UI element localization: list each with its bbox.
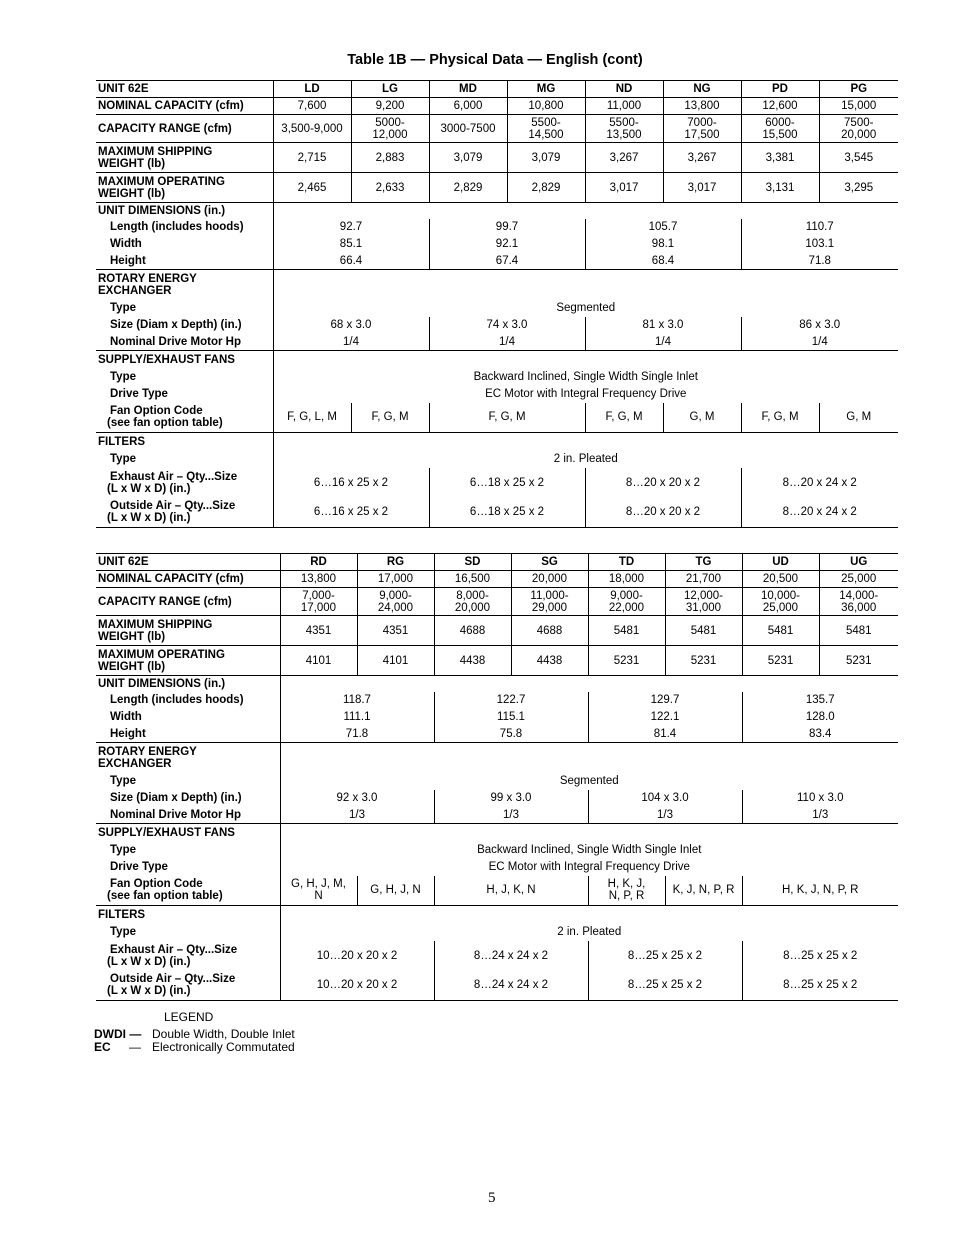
cell-value: 3,545 [819, 143, 898, 173]
cell-value: 5500- 13,500 [585, 115, 663, 143]
group-value: 6…18 x 25 x 2 [429, 468, 585, 498]
group-value: 8…25 x 25 x 2 [588, 941, 742, 971]
cell-value: 17,000 [357, 571, 434, 588]
drive-type-row [96, 386, 898, 403]
row-label: Size (Diam x Depth) (in.) [96, 317, 273, 334]
group-value: 68.4 [585, 253, 741, 270]
row-label: MAXIMUM OPERATING WEIGHT (lb) [96, 173, 273, 203]
cell-value: 4351 [357, 616, 434, 646]
fan-type-row [96, 842, 898, 859]
group-value: 92 x 3.0 [336, 792, 378, 804]
cell-value: 4688 [434, 616, 511, 646]
nominal-capacity-row [96, 98, 898, 115]
width-row [96, 236, 898, 253]
cell-value: 4101 [280, 646, 357, 676]
cell-value: 8,000- 20,000 [434, 588, 511, 616]
group-value: 67.4 [429, 253, 585, 270]
unit-code: PG [819, 81, 898, 98]
cell-value: 25,000 [819, 571, 898, 588]
cell-value: 12,600 [741, 98, 819, 115]
row-label: Outside Air – Qty...Size (L x W x D) (in.) [96, 971, 280, 1001]
filter-type-row [96, 924, 898, 941]
cell-value: 5481 [665, 616, 742, 646]
drive-type-row [96, 859, 898, 876]
cell-value: 6,000 [429, 98, 507, 115]
cell-value: 6000- 15,500 [741, 115, 819, 143]
fan-option-value: F, G, M [585, 403, 663, 433]
unit-code: LG [351, 81, 429, 98]
fan-option-row [96, 876, 898, 906]
group-value: 6…16 x 25 x 2 [273, 498, 429, 528]
cell-value: 7,600 [273, 98, 351, 115]
fans-header [96, 351, 898, 369]
blank-cell [273, 433, 898, 451]
group-value: 74 x 3.0 [429, 317, 585, 334]
blank-cell [280, 824, 898, 842]
width-row [96, 709, 898, 726]
cell-value: 13,800 [663, 98, 741, 115]
group-value: 1/4 [429, 334, 585, 351]
cell-value: 4101 [357, 646, 434, 676]
length-row [96, 219, 898, 236]
row-label: Exhaust Air – Qty...Size (L x W x D) (in.) [96, 468, 273, 498]
row-label: Height [96, 726, 280, 743]
unit-header-row [96, 81, 898, 98]
group-value: 128.0 [742, 709, 898, 726]
fan-option-value: H, K, J, N, P, R [742, 876, 898, 906]
row-label: Width [96, 709, 280, 726]
cell-value: 21,700 [665, 571, 742, 588]
cell-value: 4438 [511, 646, 588, 676]
fan-option-value: G, M [663, 403, 741, 433]
cell-value: 7,000- 17,000 [280, 588, 357, 616]
unit-header-label: UNIT 62E [96, 81, 273, 98]
cell-value: 3,381 [741, 143, 819, 173]
group-value: 10…20 x 20 x 2 [280, 971, 434, 1001]
fan-option-value: F, G, L, M [273, 403, 351, 433]
height-row [96, 253, 898, 270]
span-value: 2 in. Pleated [553, 453, 618, 465]
unit-code: UG [819, 554, 898, 571]
legend-abbr: DWDI — [94, 1027, 142, 1041]
group-value: 92.1 [429, 236, 585, 253]
section-label: FILTERS [96, 433, 273, 451]
physical-data-table [96, 80, 898, 528]
cell-value: 3,017 [585, 173, 663, 203]
group-value: 66.4 [273, 253, 429, 270]
blank-cell [280, 906, 898, 924]
unit-header-row [96, 554, 898, 571]
cell-value: 3,500-9,000 [273, 115, 351, 143]
cell-value: 12,000- 31,000 [665, 588, 742, 616]
group-value: 115.1 [434, 709, 588, 726]
group-value: 99.7 [429, 219, 585, 236]
row-label: Fan Option Code (see fan option table) [96, 403, 273, 433]
group-value: 92.7 [339, 221, 363, 233]
cell-value: 11,000 [585, 98, 663, 115]
fan-option-value: F, G, M [351, 403, 429, 433]
cell-value: 3,079 [507, 143, 585, 173]
unit-code: UD [742, 554, 819, 571]
row-label: Outside Air – Qty...Size (L x W x D) (in.) [96, 498, 273, 528]
group-value: 104 x 3.0 [588, 790, 742, 807]
group-value: 10…20 x 20 x 2 [316, 949, 398, 962]
rotary-motor-row [96, 334, 898, 351]
cell-value: 15,000 [819, 98, 898, 115]
cell-value: 5231 [742, 646, 819, 676]
cell-value: 5481 [588, 616, 665, 646]
section-label: ROTARY ENERGY EXCHANGER [96, 270, 273, 300]
cell-value: 5231 [588, 646, 665, 676]
group-value: 1/3 [588, 807, 742, 824]
unit-code: LD [273, 81, 351, 98]
unit-dimensions-header [96, 203, 898, 219]
capacity-range-row [96, 115, 898, 143]
group-value: 118.7 [343, 694, 371, 706]
section-label: FILTERS [96, 906, 280, 924]
physical-data-table [96, 553, 898, 1001]
span-value: Segmented [556, 302, 616, 314]
row-label: Type [96, 842, 280, 859]
group-value: 71.8 [741, 253, 898, 270]
row-label: MAXIMUM OPERATING WEIGHT (lb) [96, 646, 280, 676]
cell-value: 3,017 [663, 173, 741, 203]
unit-code: MG [507, 81, 585, 98]
group-value: 6…18 x 25 x 2 [429, 498, 585, 528]
span-value: Backward Inclined, Single Width Single Inlet [477, 844, 702, 856]
blank-cell [280, 676, 898, 692]
outside-filter-row [96, 498, 898, 528]
row-label: MAXIMUM SHIPPING WEIGHT (lb) [96, 143, 273, 173]
blank-cell [273, 203, 898, 219]
cell-value: 5481 [819, 616, 898, 646]
group-value: 135.7 [742, 692, 898, 709]
row-label: MAXIMUM SHIPPING WEIGHT (lb) [96, 616, 280, 646]
group-value: 1/4 [585, 334, 741, 351]
capacity-range-row [96, 588, 898, 616]
legend-desc: Electronically Commutated [152, 1040, 295, 1054]
section-label: UNIT DIMENSIONS (in.) [96, 203, 273, 219]
row-label: Length (includes hoods) [96, 692, 280, 709]
rotary-size-row [96, 790, 898, 807]
cell-value: 20,000 [511, 571, 588, 588]
row-label: CAPACITY RANGE (cfm) [96, 588, 280, 616]
rotary-motor-row [96, 807, 898, 824]
group-value: 83.4 [742, 726, 898, 743]
exhaust-filter-row [96, 468, 898, 498]
group-value: 8…20 x 24 x 2 [741, 498, 898, 528]
group-value: 8…20 x 24 x 2 [741, 468, 898, 498]
cell-value: 20,500 [742, 571, 819, 588]
outside-filter-row [96, 971, 898, 1001]
cell-value: 16,500 [434, 571, 511, 588]
legend-desc: Double Width, Double Inlet [152, 1027, 295, 1041]
group-value: 1/4 [273, 334, 429, 351]
fan-option-value: H, J, K, N [434, 876, 588, 906]
max-shipping-weight-row [96, 143, 898, 173]
row-label: CAPACITY RANGE (cfm) [96, 115, 273, 143]
group-value: 122.1 [588, 709, 742, 726]
unit-code: TD [588, 554, 665, 571]
cell-value: 7000- 17,500 [663, 115, 741, 143]
group-value: 85.1 [339, 238, 363, 250]
unit-code: TG [665, 554, 742, 571]
row-label: Type [96, 924, 280, 941]
unit-code: RG [357, 554, 434, 571]
blank-cell [273, 270, 898, 300]
group-value: 1/3 [280, 807, 434, 824]
unit-code: PD [741, 81, 819, 98]
unit-code: NG [663, 81, 741, 98]
span-value: Backward Inclined, Single Width Single Inlet [473, 371, 698, 383]
group-value: 110 x 3.0 [742, 790, 898, 807]
legend-title: LEGEND [164, 1010, 214, 1024]
cell-value: 3,079 [429, 143, 507, 173]
group-value: 8…24 x 24 x 2 [434, 941, 588, 971]
fan-option-value: H, K, J, N, P, R [588, 876, 665, 906]
group-value: 1/3 [742, 807, 898, 824]
group-value: 81.4 [588, 726, 742, 743]
span-value: EC Motor with Integral Frequency Drive [488, 861, 690, 873]
rotary-size-row [96, 317, 898, 334]
group-value: 111.1 [343, 711, 371, 723]
section-label: SUPPLY/EXHAUST FANS [96, 824, 280, 842]
group-value: 8…25 x 25 x 2 [742, 941, 898, 971]
group-value: 81 x 3.0 [585, 317, 741, 334]
row-label: Nominal Drive Motor Hp [96, 807, 280, 824]
group-value: 98.1 [585, 236, 741, 253]
span-value: 2 in. Pleated [557, 926, 622, 938]
group-value: 6…16 x 25 x 2 [313, 476, 389, 489]
cell-value: 9,000- 22,000 [588, 588, 665, 616]
max-shipping-weight-row [96, 616, 898, 646]
fan-option-value: F, G, M [741, 403, 819, 433]
span-value: EC Motor with Integral Frequency Drive [485, 388, 687, 400]
row-label: Length (includes hoods) [96, 219, 273, 236]
rotary-exchanger-header [96, 270, 898, 300]
cell-value: 18,000 [588, 571, 665, 588]
row-label: Type [96, 451, 273, 468]
cell-value: 3,131 [741, 173, 819, 203]
fan-option-value: G, H, J, N [357, 876, 434, 906]
length-row [96, 692, 898, 709]
cell-value: 4438 [434, 646, 511, 676]
cell-value: 5000- 12,000 [351, 115, 429, 143]
row-label: Height [96, 253, 273, 270]
cell-value: 3,267 [585, 143, 663, 173]
row-label: Drive Type [96, 386, 273, 403]
group-value: 105.7 [585, 219, 741, 236]
group-value: 110.7 [741, 219, 898, 236]
group-value: 8…24 x 24 x 2 [434, 971, 588, 1001]
cell-value: 5481 [742, 616, 819, 646]
cell-value: 9,200 [351, 98, 429, 115]
legend-abbr: EC [94, 1040, 111, 1054]
row-label: NOMINAL CAPACITY (cfm) [96, 571, 280, 588]
cell-value: 4688 [511, 616, 588, 646]
table-title: Table 1B — Physical Data — English (cont) [347, 52, 643, 68]
group-value: 75.8 [434, 726, 588, 743]
cell-value: 2,829 [429, 173, 507, 203]
fan-option-value: K, J, N, P, R [665, 876, 742, 906]
group-value: 8…20 x 20 x 2 [585, 498, 741, 528]
unit-header-label: UNIT 62E [96, 554, 280, 571]
group-value: 103.1 [741, 236, 898, 253]
fan-type-row [96, 369, 898, 386]
cell-value: 5500- 14,500 [507, 115, 585, 143]
blank-cell [280, 743, 898, 773]
row-label: Drive Type [96, 859, 280, 876]
section-label: ROTARY ENERGY EXCHANGER [96, 743, 280, 773]
unit-dimensions-header [96, 676, 898, 692]
group-value: 8…25 x 25 x 2 [588, 971, 742, 1001]
cell-value: 3,295 [819, 173, 898, 203]
group-value: 122.7 [434, 692, 588, 709]
group-value: 1/4 [741, 334, 898, 351]
row-label: Size (Diam x Depth) (in.) [96, 790, 280, 807]
cell-value: 10,800 [507, 98, 585, 115]
group-value: 1/3 [434, 807, 588, 824]
max-operating-weight-row [96, 173, 898, 203]
unit-code: SG [511, 554, 588, 571]
group-value: 71.8 [280, 726, 434, 743]
unit-code: RD [280, 554, 357, 571]
cell-value: 11,000- 29,000 [511, 588, 588, 616]
unit-code: ND [585, 81, 663, 98]
row-label: Fan Option Code (see fan option table) [96, 876, 280, 906]
fans-header [96, 824, 898, 842]
group-value: 86 x 3.0 [741, 317, 898, 334]
cell-value: 3,267 [663, 143, 741, 173]
max-operating-weight-row [96, 646, 898, 676]
rotary-type-row [96, 300, 898, 317]
row-label: Nominal Drive Motor Hp [96, 334, 273, 351]
cell-value: 2,633 [351, 173, 429, 203]
rotary-type-row [96, 773, 898, 790]
blank-cell [273, 351, 898, 369]
row-label: Type [96, 300, 273, 317]
fan-option-value: F, G, M [429, 403, 585, 433]
row-label: Width [96, 236, 273, 253]
exhaust-filter-row [96, 941, 898, 971]
cell-value: 2,715 [273, 143, 351, 173]
legend-dash: — [129, 1040, 141, 1054]
unit-code: SD [434, 554, 511, 571]
row-label: Type [96, 773, 280, 790]
cell-value: 3000-7500 [429, 115, 507, 143]
group-value: 8…25 x 25 x 2 [742, 971, 898, 1001]
filters-header [96, 906, 898, 924]
section-label: SUPPLY/EXHAUST FANS [96, 351, 273, 369]
cell-value: 2,829 [507, 173, 585, 203]
span-value: Segmented [559, 775, 619, 787]
group-value: 68 x 3.0 [330, 319, 372, 331]
row-label: NOMINAL CAPACITY (cfm) [96, 98, 273, 115]
page-number: 5 [488, 1190, 496, 1206]
cell-value: 9,000- 24,000 [357, 588, 434, 616]
cell-value: 2,465 [273, 173, 351, 203]
filter-type-row [96, 451, 898, 468]
nominal-capacity-row [96, 571, 898, 588]
cell-value: 2,883 [351, 143, 429, 173]
row-label: Type [96, 369, 273, 386]
group-value: 129.7 [588, 692, 742, 709]
height-row [96, 726, 898, 743]
cell-value: 5231 [819, 646, 898, 676]
row-label: Exhaust Air – Qty...Size (L x W x D) (in.) [96, 941, 280, 971]
group-value: 8…20 x 20 x 2 [585, 468, 741, 498]
cell-value: 5231 [665, 646, 742, 676]
fan-option-value: G, M [819, 403, 898, 433]
section-label: UNIT DIMENSIONS (in.) [96, 676, 280, 692]
fan-option-row [96, 403, 898, 433]
filters-header [96, 433, 898, 451]
unit-code: MD [429, 81, 507, 98]
fan-option-value: G, H, J, M, N [280, 876, 357, 906]
cell-value: 4351 [280, 616, 357, 646]
cell-value: 13,800 [280, 571, 357, 588]
cell-value: 7500- 20,000 [819, 115, 898, 143]
rotary-exchanger-header [96, 743, 898, 773]
cell-value: 10,000- 25,000 [742, 588, 819, 616]
cell-value: 14,000- 36,000 [819, 588, 898, 616]
group-value: 99 x 3.0 [434, 790, 588, 807]
